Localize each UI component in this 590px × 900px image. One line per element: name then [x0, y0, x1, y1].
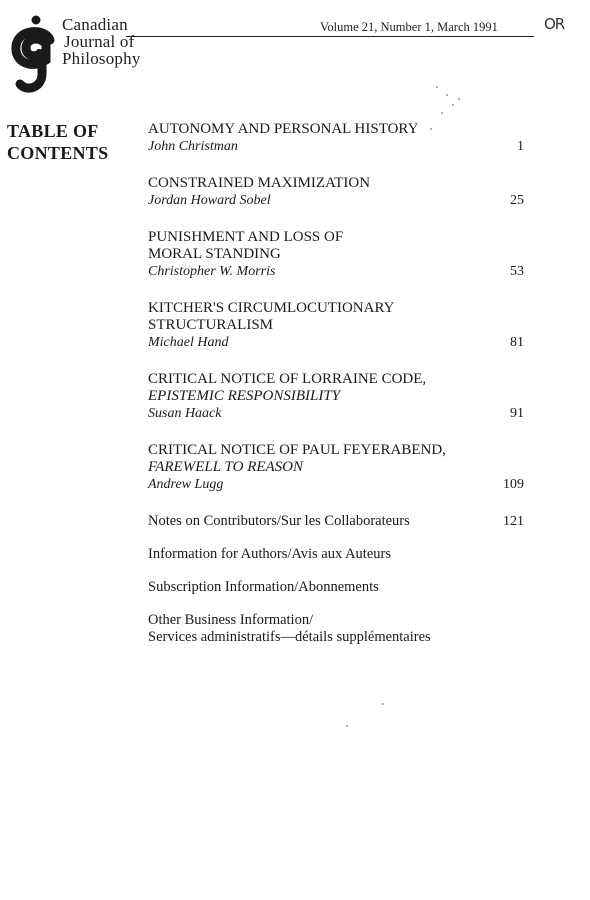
toc-entry[interactable] [148, 229, 528, 280]
toc-entries [148, 121, 528, 662]
entry-title: MORAL STANDING [148, 246, 281, 262]
entry-author: Jordan Howard Sobel [148, 193, 271, 208]
entry-author: Michael Hand [148, 335, 229, 350]
info-title: Services administratifs—détails supplémentaires [148, 629, 431, 645]
scan-speck [458, 98, 460, 100]
logo-line: Journal of [64, 32, 135, 51]
info-title: Subscription Information/Abonnements [148, 579, 379, 595]
logo-line: Philosophy [62, 49, 141, 68]
scan-speck [452, 104, 454, 106]
scan-speck [346, 725, 348, 727]
scan-speck [382, 703, 384, 705]
entry-title: PUNISHMENT AND LOSS OF [148, 229, 344, 245]
entry-title: CRITICAL NOTICE OF LORRAINE CODE, [148, 371, 427, 387]
toc-heading [7, 120, 108, 164]
header-rule [126, 36, 534, 37]
entry-title: CRITICAL NOTICE OF PAUL FEYERABEND, [148, 442, 446, 458]
cjp-logo-icon [6, 14, 66, 94]
entry-page: 91 [510, 406, 524, 421]
scan-speck [436, 86, 438, 88]
entry-reviewed-title: FAREWELL TO REASON [148, 459, 304, 475]
toc-info-entry[interactable] [148, 513, 528, 530]
journal-logo [6, 14, 166, 94]
entry-page: 121 [503, 514, 524, 529]
entry-page: 25 [510, 193, 524, 208]
toc-heading-line: TABLE OF [7, 121, 99, 141]
entry-page: 109 [503, 477, 524, 492]
toc-info-entry[interactable] [148, 612, 528, 646]
info-title: Information for Authors/Avis aux Auteurs [148, 546, 391, 562]
entry-author: Andrew Lugg [148, 477, 224, 492]
toc-info-entry[interactable] [148, 546, 528, 563]
info-title: Other Business Information/ [148, 612, 314, 628]
logo-line: Canadian [62, 15, 128, 34]
logo-wordmark [62, 16, 141, 67]
entry-author: John Christman [148, 139, 238, 154]
toc-heading-line: CONTENTS [7, 143, 109, 163]
handwritten-mark: OR [544, 15, 565, 33]
toc-entry[interactable] [148, 121, 528, 155]
entry-title: KITCHER'S CIRCUMLOCUTIONARY [148, 300, 395, 316]
entry-title: AUTONOMY AND PERSONAL HISTORY [148, 121, 419, 137]
info-title: Notes on Contributors/Sur les Collaborateurs [148, 513, 410, 529]
scan-speck [430, 128, 432, 130]
entry-author: Susan Haack [148, 406, 222, 421]
entry-title: STRUCTURALISM [148, 317, 274, 333]
toc-entry[interactable] [148, 175, 528, 209]
toc-entry[interactable] [148, 300, 528, 351]
toc-info-entry[interactable] [148, 579, 528, 596]
entry-author: Christopher W. Morris [148, 264, 276, 279]
toc-entry[interactable] [148, 371, 528, 422]
entry-title: CONSTRAINED MAXIMIZATION [148, 175, 371, 191]
scan-speck [441, 112, 443, 114]
volume-info: Volume 21, Number 1, March 1991 [320, 20, 498, 34]
entry-reviewed-title: EPISTEMIC RESPONSIBILITY [148, 388, 341, 404]
scan-speck [446, 94, 448, 96]
toc-entry[interactable] [148, 442, 528, 493]
entry-page: 53 [510, 264, 524, 279]
entry-page: 81 [510, 335, 524, 350]
entry-page: 1 [517, 139, 524, 154]
